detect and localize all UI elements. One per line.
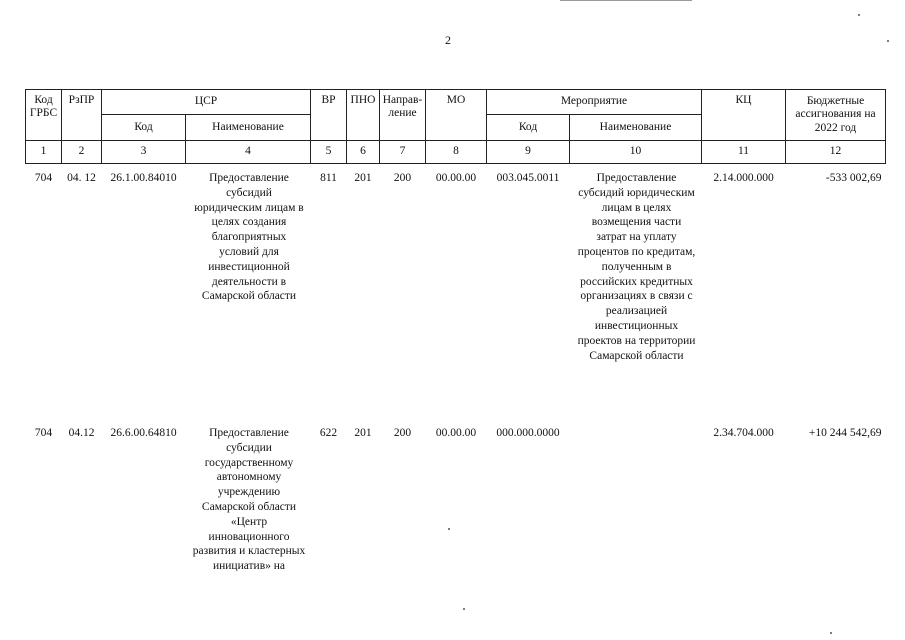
header-mer-name: Наименование bbox=[570, 115, 702, 141]
table-row bbox=[26, 164, 886, 420]
page-number: 2 bbox=[445, 33, 451, 47]
cell-rzpr: 04.12 bbox=[68, 427, 95, 439]
column-number: 8 bbox=[426, 141, 487, 164]
cell-csr-kod: 26.1.00.84010 bbox=[110, 172, 177, 184]
column-number: 4 bbox=[186, 141, 311, 164]
column-number: 1 bbox=[26, 141, 62, 164]
table-header bbox=[26, 90, 886, 164]
cell-pno: 201 bbox=[354, 427, 372, 439]
cell-kod-grbs: 704 bbox=[34, 427, 53, 439]
scan-speck bbox=[830, 632, 832, 634]
cell-mo: 00.00.00 bbox=[435, 172, 477, 184]
cell-csr-kod: 26.6.00.64810 bbox=[110, 427, 177, 439]
cell-mo: 00.00.00 bbox=[435, 427, 477, 439]
scan-speck bbox=[887, 40, 889, 42]
column-number: 5 bbox=[311, 141, 347, 164]
header-vr: ВР bbox=[311, 90, 347, 141]
cell-napravlenie: 200 bbox=[393, 172, 412, 184]
column-number: 6 bbox=[347, 141, 380, 164]
cell-budget: +10 244 542,69 bbox=[808, 427, 882, 439]
cell-mer-name bbox=[570, 419, 702, 596]
column-number-row bbox=[26, 141, 886, 164]
column-number: 2 bbox=[62, 141, 102, 164]
header-mer-kod: Код bbox=[487, 115, 570, 141]
header-kod-grbs: Код ГРБС bbox=[26, 90, 62, 141]
budget-table bbox=[25, 89, 886, 596]
cell-csr-name: Предоставление субсидий юридическим лицам в целях создания благоприятных условий для инвестиционной деятельности в Самарской области bbox=[194, 172, 304, 303]
header-meropriyatie: Мероприятие bbox=[487, 90, 702, 115]
table-row bbox=[26, 419, 886, 596]
cell-vr: 622 bbox=[319, 427, 338, 439]
column-number: 9 bbox=[487, 141, 570, 164]
header-budget: Бюджетные ассигнования на 2022 год bbox=[786, 90, 886, 141]
header-csr-name: Наименование bbox=[186, 115, 311, 141]
header-napravlenie: Направ-ление bbox=[380, 90, 426, 141]
header-mo: МО bbox=[426, 90, 487, 141]
cell-mer-kod: 000.000.0000 bbox=[496, 427, 560, 439]
cell-mer-name: Предоставление субсидий юридическим лицам в целях возмещения части затрат на уплату процентов по кредитам, полученным в российских кредитных организациях в связи с реализацией инвестиционных проектов на территории Самарской области bbox=[577, 172, 696, 362]
cell-rzpr: 04. 12 bbox=[67, 172, 96, 184]
header-csr: ЦСР bbox=[102, 90, 311, 115]
cell-pno: 201 bbox=[354, 172, 372, 184]
cell-kod-grbs: 704 bbox=[34, 172, 53, 184]
column-number: 10 bbox=[570, 141, 702, 164]
column-number: 12 bbox=[786, 141, 886, 164]
column-number: 3 bbox=[102, 141, 186, 164]
cell-budget: -533 002,69 bbox=[825, 172, 882, 184]
cell-mer-kod: 003.045.0011 bbox=[496, 172, 560, 184]
header-pno: ПНО bbox=[347, 90, 380, 141]
header-kc: КЦ bbox=[702, 90, 786, 141]
cell-kc: 2.14.000.000 bbox=[713, 172, 774, 184]
cell-csr-name: Предоставление субсидии государственному автономному учреждению Самарской области «Центр инновационного развития и кластерных инициатив» на bbox=[192, 427, 306, 573]
cell-vr: 811 bbox=[320, 172, 337, 184]
header-rzpr: РзПР bbox=[62, 90, 102, 141]
cell-napravlenie: 200 bbox=[393, 427, 412, 439]
cell-kc: 2.34.704.000 bbox=[713, 427, 774, 439]
header-csr-kod: Код bbox=[102, 115, 186, 141]
scan-speck bbox=[858, 14, 860, 16]
scan-speck bbox=[463, 608, 465, 610]
scan-artifact-line bbox=[560, 0, 692, 1]
column-number: 11 bbox=[702, 141, 786, 164]
column-number: 7 bbox=[380, 141, 426, 164]
